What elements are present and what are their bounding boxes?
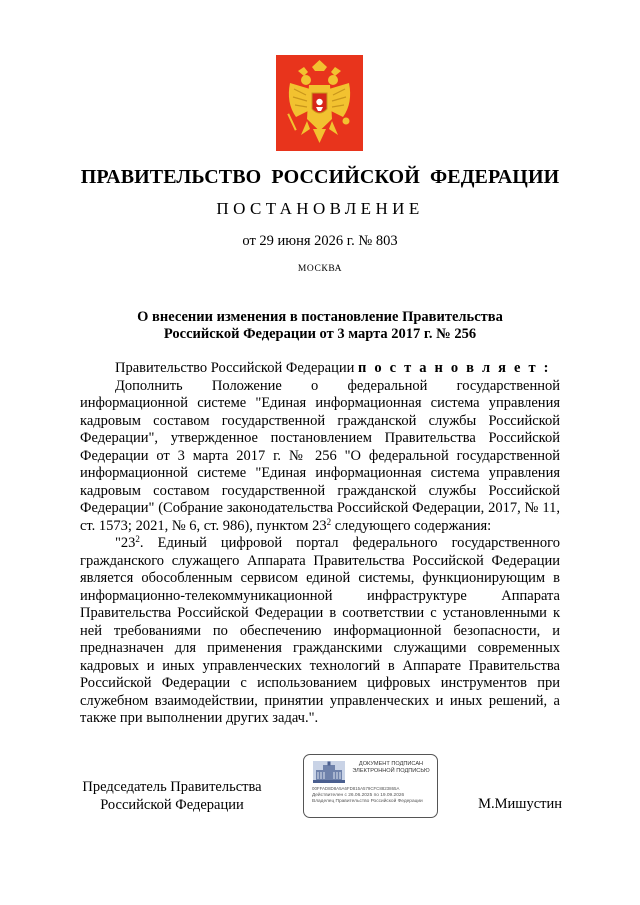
signer-position-line1: Председатель Правительства — [82, 779, 262, 795]
document-title-line1: О внесении изменения в постановление Правительства — [137, 309, 503, 325]
electronic-signature-stamp — [303, 754, 438, 818]
amendment-tail: следующего содержания: — [331, 517, 492, 534]
document-date-number: от 29 июня 2026 г. № 803 — [242, 233, 398, 249]
amendment-paragraph — [80, 378, 560, 536]
stamp-title-line2: ЭЛЕКТРОННОЙ ПОДПИСЬЮ — [352, 768, 430, 774]
government-building-icon — [313, 761, 345, 783]
new-clause-open: "23 — [115, 535, 136, 551]
amendment-text: Дополнить Положение о федеральной государственной информационной системе "Единая информационная система управления кадровым составом государственной гражданской службы Российской Федерации", утвержденное постановлением Правительства Российской Федерации от 3 марта 2017 г. № 256 "О федеральной государственной информационной системе "Единая информационная система управления кадровым составом государственной гражданской службы Российской Федерации" (Собрание законодательства Российской Федерации, 2017, № 11, ст. 1573; 2021, № 6, ст. 986), пунктом 23 — [80, 377, 560, 534]
new-clause-paragraph — [80, 535, 560, 728]
document-title — [80, 309, 560, 343]
stamp-validity: Действителен с 26.06.2025 по 19.09.2026 — [312, 793, 405, 798]
signer-position — [72, 778, 272, 814]
stamp-owner: Владелец Правительство Российской Федерации — [312, 799, 423, 804]
intro-paragraph — [80, 360, 560, 378]
new-clause-superscript: 2 — [135, 534, 140, 544]
amendment-superscript: 2 — [326, 516, 332, 527]
new-clause-text: . Единый цифровой портал федерального государственного гражданского служащего Аппарата Правительства Российской Федерации является обособленным сервисом единой системы, функционирующим в информационно-телекоммуникационной инфраструктуре Аппарата Правительства Российской Федерации в соответствии с установленными к ней требованиями по обеспечению информационной безопасности, и предназначен для применения гражданскими служащими современных кадровых и иных управленческих технологий в Аппарате Правительства Российской Федерации с использованием цифровых инструментов при служебном взаимодействии, принятии управленческих и иных решений, а также при выполнении других задач.". — [80, 535, 560, 726]
coat-of-arms-icon — [276, 55, 363, 151]
intro-text: Правительство Российской Федерации — [115, 360, 358, 376]
document-body — [80, 360, 560, 728]
stamp-certificate: 00FFAD8D8A5A6FD815A579CFC8823865A — [312, 786, 400, 791]
document-type: ПОСТАНОВЛЕНИЕ — [216, 199, 424, 218]
stamp-title-line1: ДОКУМЕНТ ПОДПИСАН — [358, 761, 424, 767]
government-name: ПРАВИТЕЛЬСТВО РОССИЙСКОЙ ФЕДЕРАЦИИ — [80, 166, 560, 188]
decree-word: п о с т а н о в л я е т : — [357, 360, 551, 376]
document-title-line2: Российской Федерации от 3 марта 2017 г. № 256 — [163, 326, 477, 342]
signer-position-line2: Российской Федерации — [100, 797, 244, 813]
document-city: МОСКВА — [297, 264, 343, 274]
signer-name: М.Мишустин — [478, 796, 562, 812]
stamp-title — [348, 761, 434, 775]
